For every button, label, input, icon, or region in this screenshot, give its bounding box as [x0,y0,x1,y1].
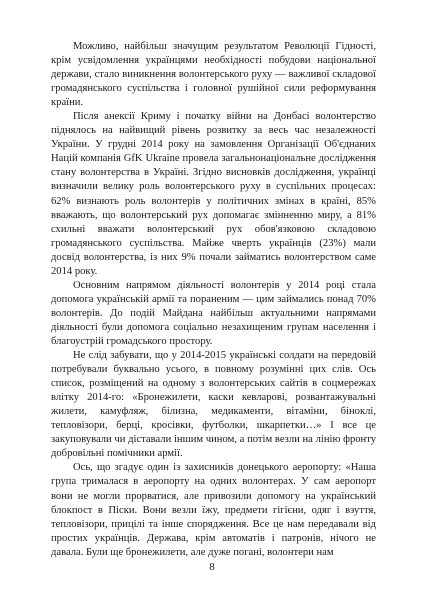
paragraph-airport-defender-quote: Ось, що згадує один із захисників донецького аеропорту: «Наша група трималася в аеропорту на одних волонтерах. У сам аеропорт вони не могли прорватися, але привозили допомогу на український блокпост в Піски. Вони везли їжу, предмети гігієни, одяг і взуття, тепловізори, прицілі та інше спорядження. Все це нам передавали від простих українців. Держава, крім автоматів і патронів, нічого не давала. Були ще бронежилети, але дуже погані, волонтери нам [51,462,376,558]
paragraph-supply-list: Не слід забувати, що у 2014-2015 українські солдати на передовій потребували буквально усього, в повному розумінні цих слів. Ось список, розміщений на одному з волонтерських сайтів в соцмережах влітку 2014-го: «Бронежилети, каски кевларові, розвантажувальні жилети, камуфляж, білизна, медикаменти, вітаміни, біноклі, тепловізори, берці, кросівки, футболки, шкарпетки…» І все це закуповували чи діставали іншим чином, а потім везли на лінію фронту добровільні помічники армії. [51,350,376,460]
document-body [51,40,376,560]
paragraph-revolution-of-dignity: Можливо, найбільш значущим результатом Революції Гідності, крім усвідомлення українцями необхідності побудови національної держави, стало виникнення волонтерського руху — важливої складової громадянського суспільства і головної рушійної сили реформування країни. [51,41,376,109]
page-number: 8 [209,561,215,573]
paragraph-volunteer-research: Після анексії Криму і початку війни на Донбасі волонтерство піднялось на найвищий рівень розвитку за весь час незалежності України. У грудні 2014 року на замовлення Організації Об'єднаних Націй компанія GfK Ukraine провела загальнонаціональне дослідження стану волонтерства в Україні. Згідно висновків дослідження, українці визначили велику роль волонтерського руху в суспільних процесах: 62% визнають роль волонтерів у політичних змінах в країні, 85% вважають, що волонтерський рух допомагає змінненню миру, а 81% схильні вважати волонтерський рух обов'язковою складовою громадянського суспільства. Майже чверть українців (23%) мали досвід волонтерства, із них 9% почали займатись волонтерством саме 2014 року. [51,111,376,277]
paragraph-army-support: Основним напрямом діяльності волонтерів у 2014 році стала допомога українській армії та пораненим — цим займались понад 70% волонтерів. До подій Майдана найбільш актуальними напрямами діяльності були допомога соціально незахищеним групам населення і благоустрій громадського простору. [51,279,376,347]
